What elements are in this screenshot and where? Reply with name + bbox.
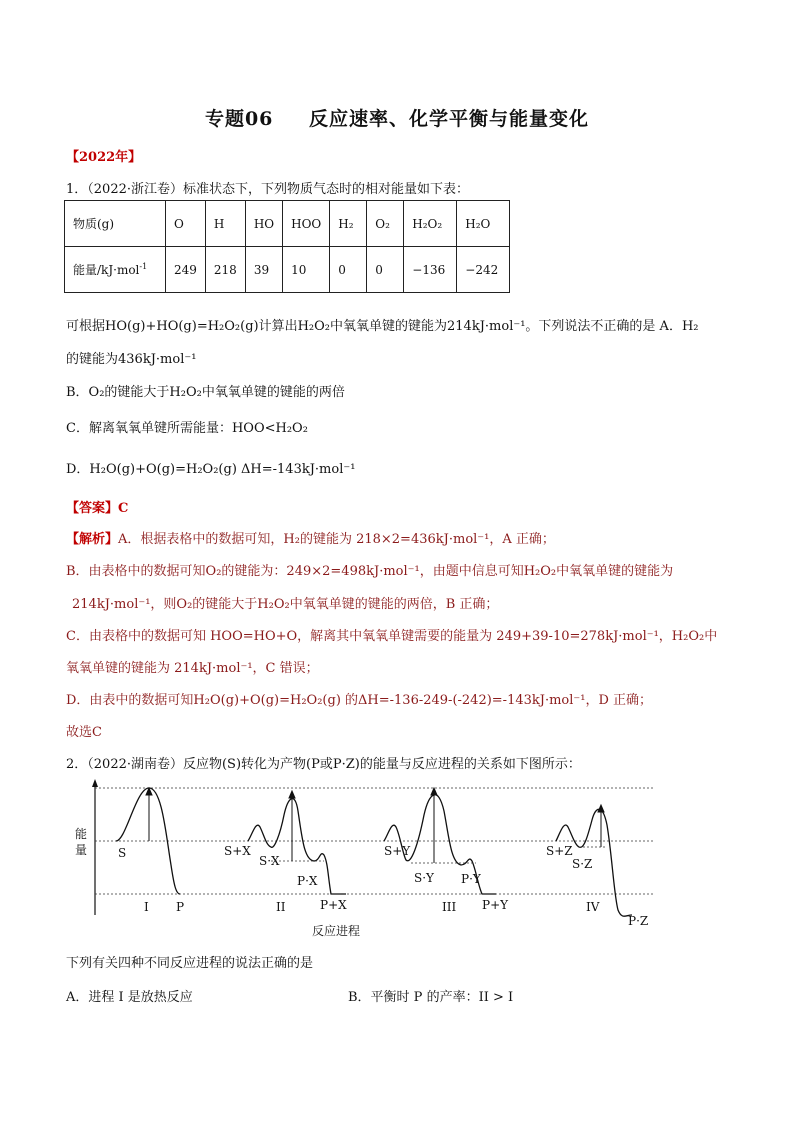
table-header-cell: 物质(g) [65,201,166,247]
label-iv: IV [586,900,600,914]
label-p: P [176,900,185,914]
q1-exp-b2: 214kJ·mol⁻¹，则O₂的键能大于H₂O₂中氧氧单键的键能的两倍，B 正确； [72,597,499,612]
title-number: 专题06 [204,108,274,130]
q1-answer: 【答案】C [66,501,129,516]
label-p-y: P·Y [461,872,481,886]
label-s-plus-y: S+Y [384,844,411,858]
table-cell: H₂O₂ [404,201,457,247]
table-row [65,247,510,293]
label-p-x: P·X [297,874,318,888]
q2-option-b: B．平衡时 P 的产率：II > I [348,990,514,1005]
x-axis-label: 反应进程 [312,924,361,938]
label-iii: III [442,900,457,914]
q1-exp-b1: B．由表格中的数据可知O₂的键能为：249×2=498kJ·mol⁻¹，由题中信息可知H₂O₂中氧氧单键的键能为 [66,564,674,579]
table-cell: H₂ [330,201,367,247]
q1-info-line1: 可根据HO(g)+HO(g)=H₂O₂(g)计算出H₂O₂中氧氧单键的键能为214kJ·mol⁻¹。下列说法不正确的是 A．H₂ [66,319,699,334]
energy-diagram [66,775,666,945]
table-row [65,201,510,247]
q1-exp-c2: 氧氧单键的键能为 214kJ·mol⁻¹，C 错误； [66,661,319,676]
table-cell: 249 [166,247,206,293]
q2-prompt: 下列有关四种不同反应进程的说法正确的是 [66,956,314,971]
table-cell: HO [245,201,282,247]
table-cell: −136 [404,247,457,293]
y-label-1: 能 [75,827,88,841]
y-axis-arrow-icon [92,779,98,787]
year-tag: 【2022年】 [66,150,142,165]
label-s-z: S·Z [572,857,593,871]
arrow-head-icon [289,791,295,798]
table-header-cell: 能量/kJ·mol$^{-1}$ [65,247,166,293]
q2-option-a: A．进程 I 是放热反应 [66,990,193,1005]
label-s-x: S·X [259,854,280,868]
q1-exp-c1: C．由表格中的数据可知 HOO=HO+O，解离其中氧氧单键需要的能量为 249+39-10=278kJ·mol⁻¹，H₂O₂中 [66,629,718,644]
energy-table [64,200,510,293]
table-cell: 10 [283,247,330,293]
label-i: I [144,900,149,914]
label-s-plus-x: S+X [224,844,251,858]
table-cell: 39 [245,247,282,293]
q1-option-c: C．解离氧氧单键所需能量：HOO<H₂O₂ [66,421,308,436]
label-p-plus-y: P+Y [482,898,509,912]
q1-conclusion: 故选C [66,725,102,740]
page-title [0,104,794,131]
analysis-tag: 【解析】 [66,532,119,547]
q1-exp-d: D．由表中的数据可知H₂O(g)+O(g)=H₂O₂(g) 的ΔH=-136-249-(-242)=-143kJ·mol⁻¹，D 正确； [66,693,653,708]
q1-stem: 1．（2022·浙江卷）标准状态下，下列物质气态时的相对能量如下表： [66,182,469,197]
reference-levels [95,788,654,894]
q2-stem: 2．（2022·湖南卷）反应物(S)转化为产物(P或P·Z)的能量与反应进程的关系如下图所示： [66,757,581,772]
table-cell: 0 [330,247,367,293]
table-cell: 218 [205,247,245,293]
y-label-2: 量 [75,843,88,857]
table-cell: H [205,201,245,247]
arrow-head-icon [431,788,437,795]
label-s: S [118,846,127,860]
table-cell: HOO [283,201,330,247]
title-text: 反应速率、化学平衡与能量变化 [309,108,590,130]
table-cell: −242 [457,247,510,293]
q1-option-b: B．O₂的键能大于H₂O₂中氧氧单键的键能的两倍 [66,385,345,400]
q1-exp-a: 【解析】A．根据表格中的数据可知，H₂的键能为 218×2=436kJ·mol⁻¹，A 正确； [66,532,555,547]
label-p-plus-x: P+X [320,898,347,912]
label-p-z: P·Z [628,914,649,928]
table-cell: O [166,201,206,247]
label-ii: II [276,900,286,914]
label-s-plus-z: S+Z [546,844,573,858]
arrow-head-icon [598,805,604,812]
label-s-y: S·Y [414,871,434,885]
table-cell: H₂O [457,201,510,247]
q1-option-d: D．H₂O(g)+O(g)=H₂O₂(g) ΔH=-143kJ·mol⁻¹ [66,462,356,477]
axes [92,779,98,915]
table-cell: 0 [367,247,404,293]
q1-info-line2: 的键能为436kJ·mol⁻¹ [66,352,197,367]
activation-arrows [146,788,604,863]
table-cell: O₂ [367,201,404,247]
